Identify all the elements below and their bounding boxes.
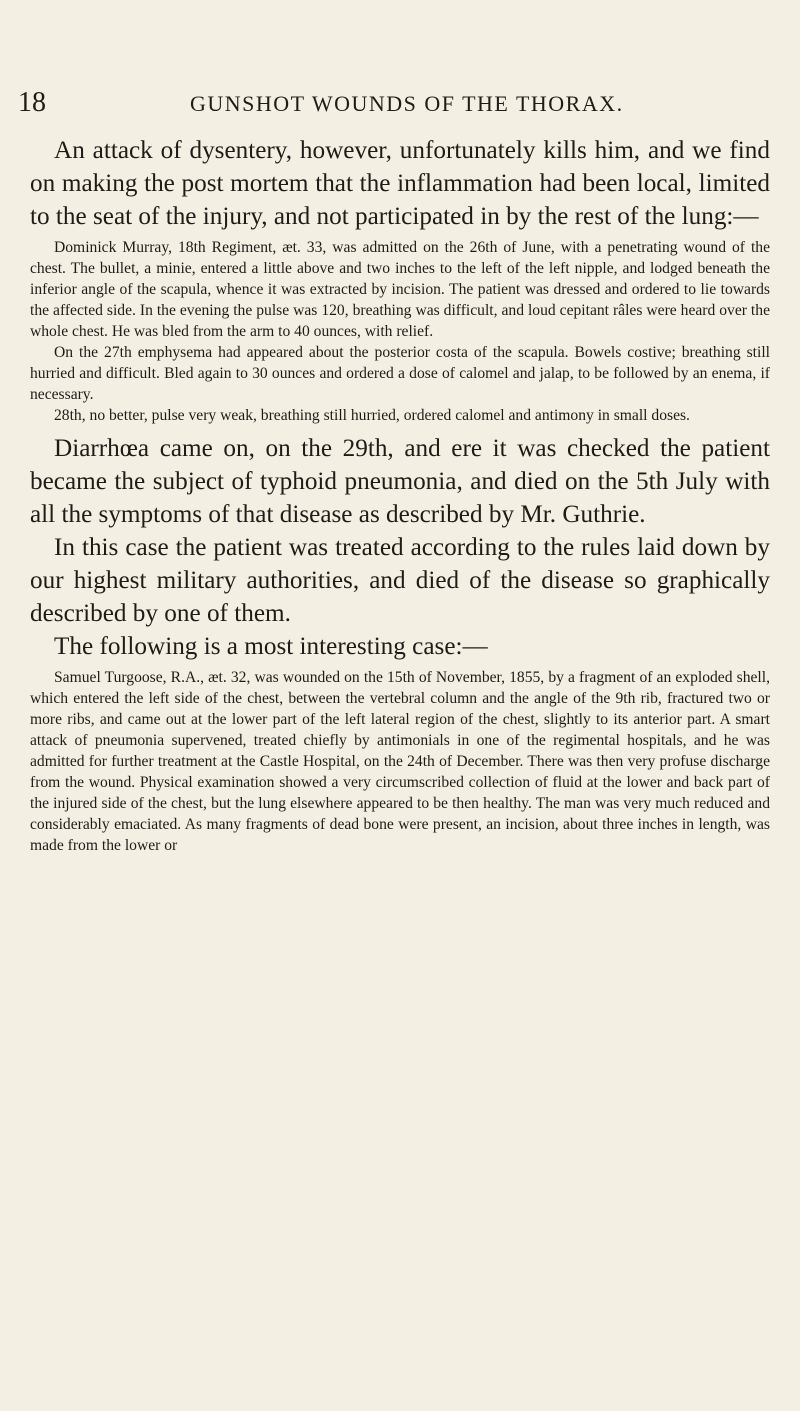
case-murray-28th: 28th, no better, pulse very weak, breathing still hurried, ordered calomel and antimony in small doses.	[54, 407, 690, 424]
case-turgoose: Samuel Turgoose, R.A., æt. 32, was wounded on the 15th of November, 1855, by a fragment of an exploded shell, which entered the left side of the chest, between the vertebral column and the angle of the 9th rib, fractured two or more ribs, and came out at the lower part of the left lateral region of the chest, slightly to its anterior part. A smart attack of pneumonia supervened, treated chiefly by antimonials in one of the regimental hospitals, and he was admitted for further treatment at the Castle Hospital, on the 24th of December. There was then very profuse discharge from the wound. Physical examination showed a very circumscribed collection of fluid at the lower and back part of the injured side of the chest, but the lung elsewhere appeared to be then healthy. The man was very much reduced and considerably emaciated. As many fragments of dead bone were present, an incision, about three inches in length, was made from the lower or	[30, 669, 770, 854]
running-title: GUNSHOT WOUNDS OF THE THORAX.	[190, 91, 624, 116]
paragraph-intro: An attack of dysentery, however, unfortunately kills him, and we find on making the post mortem that the inflammation had been local, limited to the seat of the injury, and not participated in by the rest of the lung:—	[30, 137, 770, 230]
paragraph-following-case: The following is a most interesting case:—	[54, 633, 488, 660]
page-header	[18, 86, 778, 120]
paragraph-diarrhoea: Diarrhœa came on, on the 29th, and ere it was checked the patient became the subject of typhoid pneumonia, and died on the 5th July with all the symptoms of that disease as described by Mr. Guthrie.	[30, 435, 770, 528]
page-body	[30, 134, 770, 856]
case-murray-27th: On the 27th emphysema had appeared about the posterior costa of the scapula. Bowels costive; breathing still hurried and difficult. Bled again to 30 ounces and ordered a dose of calomel and jalap, to be followed by an enema, if necessary.	[30, 344, 770, 403]
case-murray-admission: Dominick Murray, 18th Regiment, æt. 33, was admitted on the 26th of June, with a penetrating wound of the chest. The bullet, a minie, entered a little above and two inches to the left of the left nipple, and lodged beneath the inferior angle of the scapula, whence it was extracted by incision. The patient was dressed and ordered to lie towards the affected side. In the evening the pulse was 120, breathing was difficult, and loud cepitant râles were heard over the whole chest. He was bled from the arm to 40 ounces, with relief.	[30, 239, 770, 340]
page-number: 18	[18, 87, 46, 118]
paragraph-treatment: In this case the patient was treated according to the rules laid down by our highest military authorities, and died of the disease so graphically described by one of them.	[30, 534, 770, 627]
